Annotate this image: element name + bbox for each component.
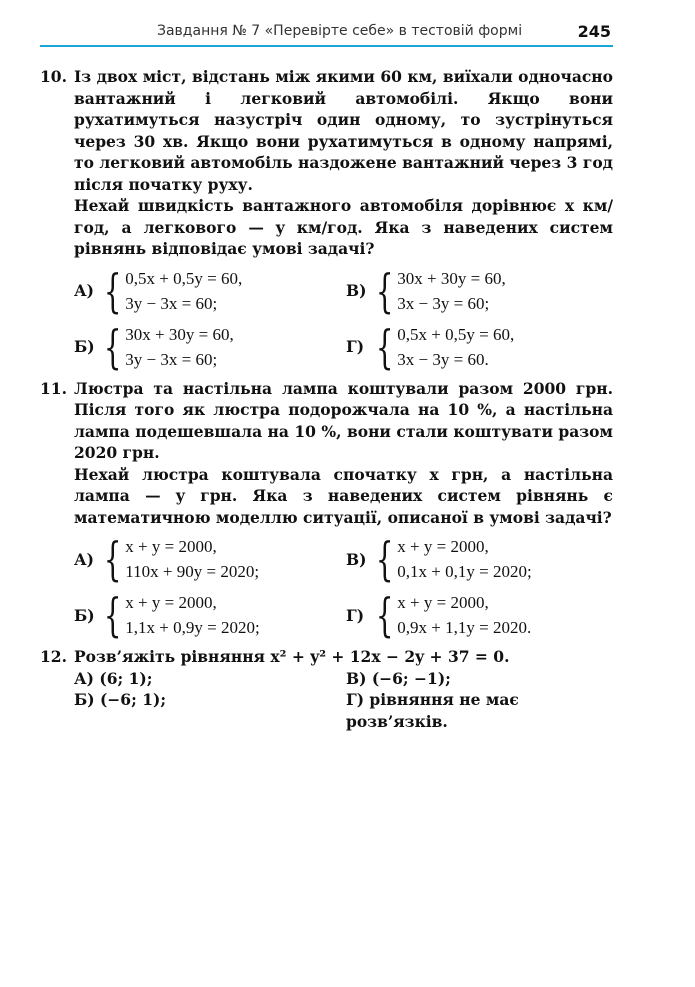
answer-option[interactable]	[346, 263, 596, 318]
equation-system	[125, 590, 259, 640]
equation: x + y = 2000,	[397, 593, 489, 612]
option-label: Б)	[74, 605, 95, 625]
equation: x + y = 2000,	[125, 537, 217, 556]
system-brace: {	[103, 532, 122, 586]
answer-option[interactable]	[346, 534, 596, 584]
header-divider	[40, 45, 613, 47]
page-number: 245	[577, 22, 611, 41]
option-label: Г)	[346, 337, 365, 356]
equation-system	[125, 322, 233, 372]
option-label: В)	[346, 549, 367, 569]
task-number: 10.	[40, 67, 67, 86]
task-text: Люстра та настільна лампа коштували разом 2000 грн. Після того як люстра подорожчала на 10 %, а настільна лампа подешевшала на 10 %, вони стали коштувати разом 2020 грн.	[74, 378, 613, 462]
system-brace: {	[375, 588, 394, 642]
equation: 3y − 3x = 60;	[125, 349, 218, 369]
task-10	[40, 66, 613, 372]
answer-options	[74, 668, 613, 733]
task-10-condition	[40, 66, 613, 195]
answer-option[interactable]: В) (−6; −1);	[346, 668, 451, 688]
answer-option[interactable]	[74, 590, 346, 640]
answer-option[interactable]: Г) рівняння не має розв’язків.	[346, 690, 519, 731]
equation: 30x + 30y = 60,	[397, 268, 506, 288]
page-content	[40, 66, 613, 738]
answer-options	[74, 534, 613, 640]
equation: 0,9x + 1,1y = 2020.	[397, 618, 532, 637]
task-11-question: Нехай люстра коштувала спочатку x грн, а настільна лампа — y грн. Яка з наведених систем рівнянь є математичною моделлю ситуації, описаної в умові задачі?	[74, 464, 613, 527]
equation: 110x + 90y = 2020;	[125, 562, 260, 581]
option-label: А)	[74, 549, 94, 569]
answer-option[interactable]	[346, 590, 596, 640]
equation: 3y − 3x = 60;	[125, 293, 218, 313]
answer-option[interactable]	[74, 263, 346, 318]
system-brace: {	[375, 532, 394, 586]
task-10-question: Нехай швидкість вантажного автомобіля дорівнює x км/год, а легкового — y км/год. Яка з наведених систем рівнянь відповідає умові задачі?	[74, 196, 613, 258]
task-number: 12.	[40, 647, 67, 666]
answer-option[interactable]: А) (6; 1);	[74, 668, 153, 688]
equation-system	[125, 266, 242, 316]
equation-system	[397, 534, 531, 584]
equation: 0,1x + 0,1y = 2020;	[397, 562, 532, 581]
option-label: Б)	[74, 337, 95, 356]
task-number: 11.	[40, 378, 67, 398]
answer-options	[74, 263, 613, 374]
answer-option[interactable]	[346, 319, 596, 374]
task-12	[40, 646, 613, 732]
equation: 3x − 3y = 60.	[397, 349, 489, 369]
answer-option[interactable]	[74, 319, 346, 374]
system-brace: {	[375, 319, 394, 374]
equation: 0,5x + 0,5y = 60,	[125, 268, 243, 288]
system-brace: {	[375, 263, 394, 318]
equation-system	[397, 266, 505, 316]
equation: 3x − 3y = 60;	[397, 293, 490, 313]
equation: 0,5x + 0,5y = 60,	[397, 324, 515, 344]
equation-system	[397, 590, 531, 640]
option-label: А)	[74, 281, 94, 300]
option-label: Г)	[346, 605, 365, 625]
equation-system	[125, 534, 259, 584]
task-12-condition	[40, 646, 613, 668]
equation-system	[397, 322, 514, 372]
equation: x + y = 2000,	[125, 593, 217, 612]
system-brace: {	[103, 319, 122, 374]
system-brace: {	[103, 263, 122, 318]
system-brace: {	[103, 588, 122, 642]
equation: 1,1x + 0,9y = 2020;	[125, 618, 260, 637]
task-text: Із двох міст, відстань між якими 60 км, виїхали одночасно вантажний і легковий автомобілі. Якщо вони рухатимуться назустріч один одному, то зустрінуться через 30 хв. Якщо вони рухатимуться в одному напрямі, то легковий автомобіль наздожене вантажний через 3 год після початку руху.	[74, 67, 613, 194]
option-label: В)	[346, 281, 367, 300]
answer-option[interactable]: Б) (−6; 1);	[74, 690, 167, 709]
task-11	[40, 378, 613, 641]
answer-option[interactable]	[74, 534, 346, 584]
running-header-title: Завдання № 7 «Перевірте себе» в тестовій формі	[157, 23, 523, 39]
equation: x + y = 2000,	[397, 537, 489, 556]
equation: 30x + 30y = 60,	[125, 324, 234, 344]
task-text: Розв’яжіть рівняння x² + y² + 12x − 2y + 37 = 0.	[74, 647, 510, 666]
task-11-condition	[40, 378, 613, 464]
